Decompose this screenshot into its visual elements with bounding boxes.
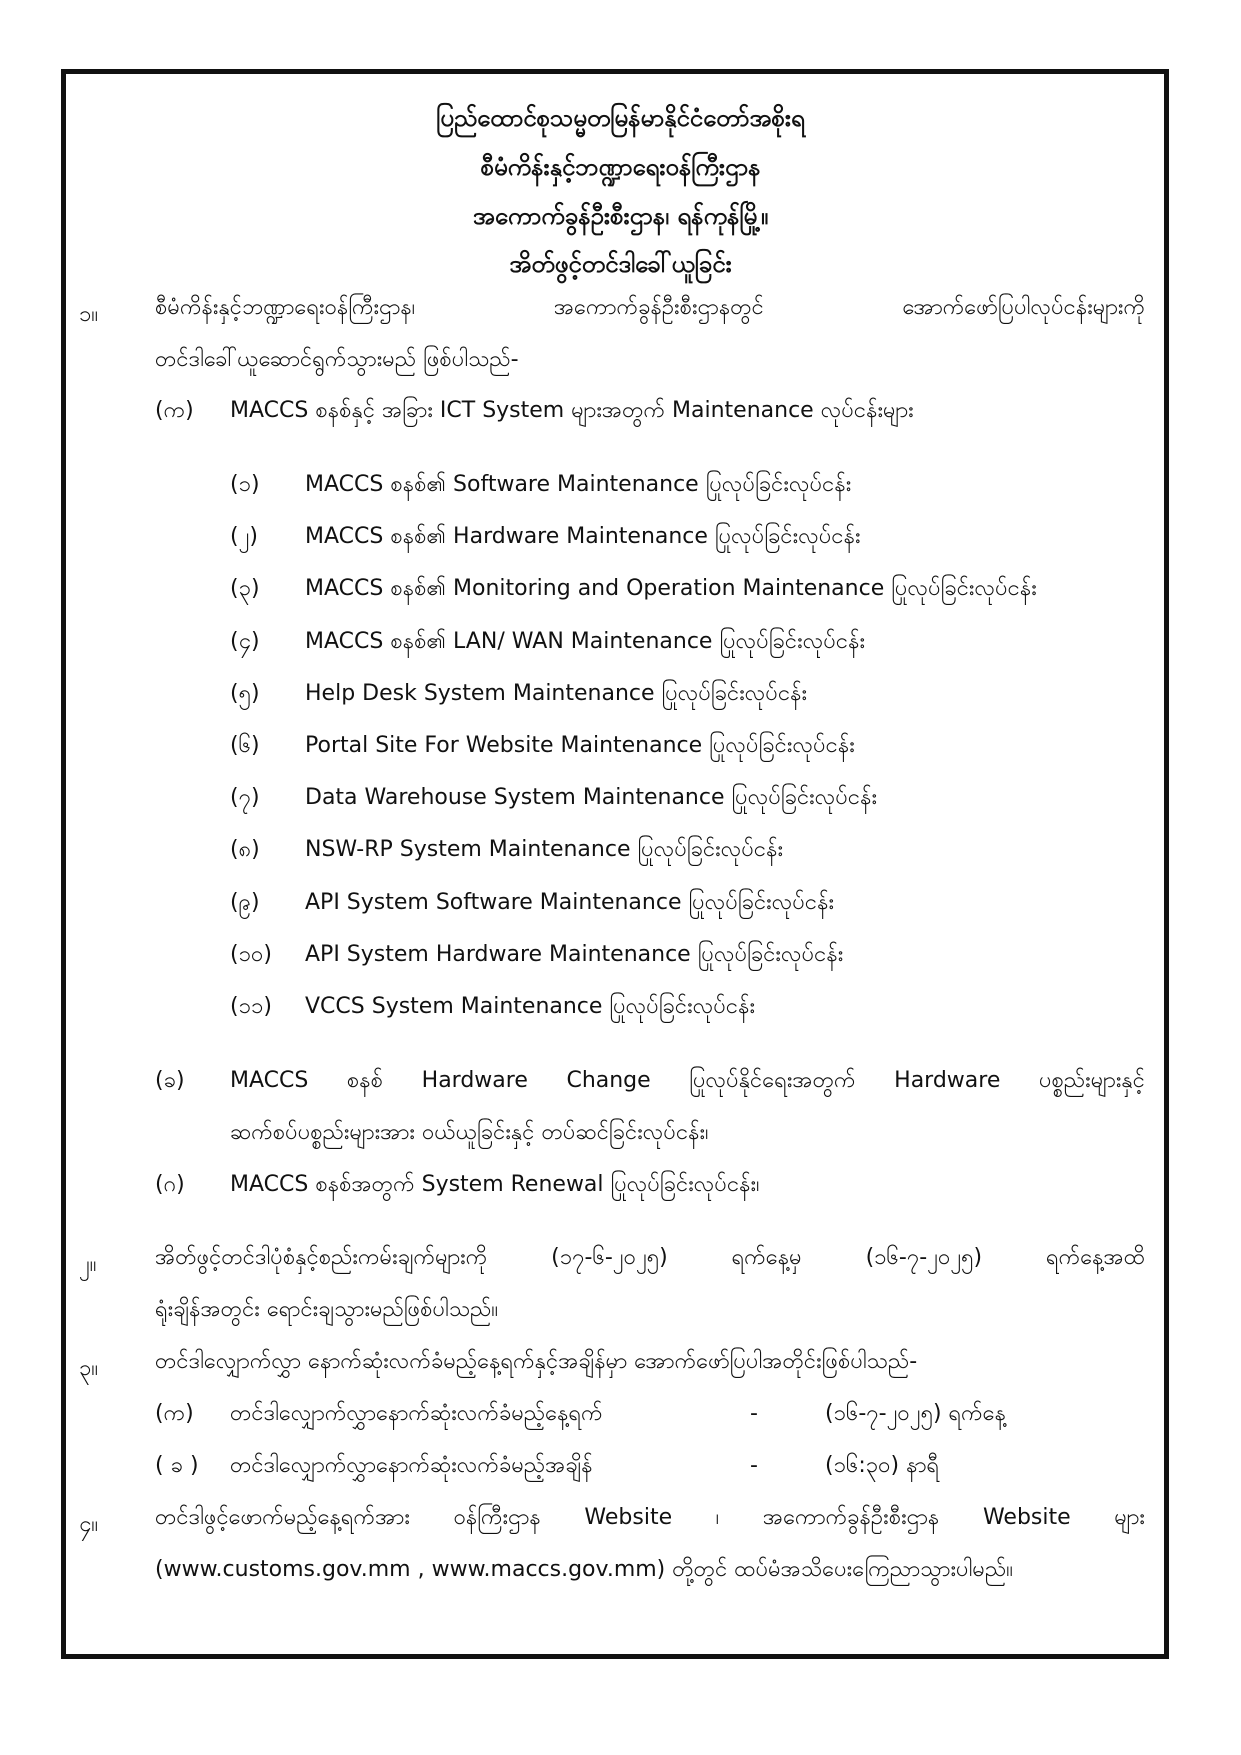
deadline-time-value: (၁၆:၃၀) နာရီ — [825, 1453, 940, 1478]
section-1-line-2: တင်ဒါခေါ်ယူဆောင်ရွက်သွားမည် ဖြစ်ပါသည်- — [155, 347, 519, 372]
subitem-text: MACCS စနစ်၏ Software Maintenance ပြုလုပ်ခြင်းလုပ်ငန်း — [305, 472, 852, 497]
subitem-text: API System Hardware Maintenance ပြုလုပ်ခြင်းလုပ်ငန်း — [305, 942, 844, 967]
deadline-time-text: တင်ဒါလျှောက်လွှာနောက်ဆုံးလက်ခံမည့်အချိန် — [230, 1453, 593, 1478]
section-4-line-1: တင်ဒါဖွင့်ဖောက်မည့်နေ့ရက်အား ဝန်ကြီးဌာန Website ၊ အကောက်ခွန်ဦးစီးဌာန Website များ — [155, 1505, 1145, 1530]
item-b-line-2: ဆက်စပ်ပစ္စည်းများအား ဝယ်ယူခြင်းနှင့် တပ်ဆင်ခြင်းလုပ်ငန်း၊ — [230, 1120, 709, 1145]
deadline-date-text: တင်ဒါလျှောက်လွှာနောက်ဆုံးလက်ခံမည့်နေ့ရက် — [230, 1401, 603, 1426]
deadline-date-dash: - — [750, 1401, 758, 1426]
subitem-text: MACCS စနစ်၏ Monitoring and Operation Maintenance ပြုလုပ်ခြင်းလုပ်ငန်း — [305, 576, 1037, 601]
item-b-label: (ခ) — [155, 1068, 185, 1093]
subitem-text: MACCS စနစ်၏ LAN/ WAN Maintenance ပြုလုပ်ခြင်းလုပ်ငန်း — [305, 629, 866, 654]
deadline-time-label: ( ခ ) — [155, 1453, 199, 1478]
item-c-text: MACCS စနစ်အတွက် System Renewal ပြုလုပ်ခြင်းလုပ်ငန်း၊ — [230, 1172, 760, 1197]
header-ministry: စီမံကိန်းနှင့်ဘဏ္ဍာရေးဝန်ကြီးဌာန — [480, 153, 761, 181]
section-1-number: ၁။ — [79, 302, 99, 327]
section-3-number: ၃။ — [79, 1356, 99, 1381]
header-government: ပြည်ထောင်စုသမ္မတမြန်မာနိုင်ငံတော်အစိုးရ — [436, 104, 805, 132]
deadline-date-value: (၁၆-၇-၂၀၂၅) ရက်နေ့ — [825, 1401, 1007, 1426]
section-4-number: ၄။ — [79, 1512, 99, 1537]
section-2-number: ၂။ — [79, 1252, 97, 1277]
subitem-text: Portal Site For Website Maintenance ပြုလုပ်ခြင်းလုပ်ငန်း — [305, 733, 855, 758]
subitem-label: (၇) — [230, 785, 260, 810]
section-2-line-2: ရုံးချိန်အတွင်း ရောင်းချသွားမည်ဖြစ်ပါသည်။ — [155, 1297, 499, 1322]
item-b-line-1: MACCS စနစ် Hardware Change ပြုလုပ်နိုင်ရေးအတွက် Hardware ပစ္စည်းများနှင့် — [230, 1068, 1145, 1093]
item-a-text: MACCS စနစ်နှင့် အခြား ICT System များအတွက် Maintenance လုပ်ငန်းများ — [230, 398, 914, 423]
subitem-text: MACCS စနစ်၏ Hardware Maintenance ပြုလုပ်ခြင်းလုပ်ငန်း — [305, 524, 861, 549]
item-c-label: (ဂ) — [155, 1172, 185, 1197]
subitem-text: Data Warehouse System Maintenance ပြုလုပ်ခြင်းလုပ်ငန်း — [305, 785, 878, 810]
deadline-date-label: (က) — [155, 1401, 194, 1426]
section-3-line-1: တင်ဒါလျှောက်လွှာ နောက်ဆုံးလက်ခံမည့်နေ့ရက်နှင့်အချိန်မှာ အောက်ဖော်ပြပါအတိုင်းဖြစ်ပါသည်- — [155, 1349, 918, 1374]
deadline-time-dash: - — [750, 1453, 758, 1478]
section-2-line-1: အိတ်ဖွင့်တင်ဒါပုံစံနှင့်စည်းကမ်းချက်များကို (၁၇-၆-၂၀၂၅) ရက်နေ့မှ (၁၆-၇-၂၀၂၅) ရက်နေ့အထိ — [155, 1245, 1145, 1270]
subitem-text: VCCS System Maintenance ပြုလုပ်ခြင်းလုပ်ငန်း — [305, 994, 756, 1019]
subitem-label: (၁) — [230, 472, 260, 497]
header-department: အကောက်ခွန်ဦးစီးဌာန၊ ရန်ကုန်မြို့။ — [472, 202, 769, 230]
subitem-text: NSW-RP System Maintenance ပြုလုပ်ခြင်းလုပ်ငန်း — [305, 837, 784, 862]
subitem-label: (၉) — [230, 890, 260, 915]
subitem-text: Help Desk System Maintenance ပြုလုပ်ခြင်းလုပ်ငန်း — [305, 681, 808, 706]
subitem-label: (၁၀) — [230, 942, 272, 967]
subitem-label: (၄) — [230, 629, 260, 654]
subitem-label: (၅) — [230, 681, 260, 706]
subitem-label: (၃) — [230, 576, 260, 601]
item-a-label: (က) — [155, 398, 194, 423]
subitem-label: (၁၁) — [230, 994, 272, 1019]
subitem-text: API System Software Maintenance ပြုလုပ်ခြင်းလုပ်ငန်း — [305, 890, 835, 915]
section-4-line-2: (www.customs.gov.mm , www.maccs.gov.mm) တို့တွင် ထပ်မံအသိပေးကြေညာသွားပါမည်။ — [155, 1557, 1013, 1582]
subitem-label: (၂) — [230, 524, 258, 549]
section-1-line-1: စီမံကိန်းနှင့်ဘဏ္ဍာရေးဝန်ကြီးဌာန၊ အကောက်ခွန်ဦးစီးဌာနတွင် အောက်ဖော်ပြပါလုပ်ငန်းများကို — [155, 295, 1145, 320]
subitem-label: (၆) — [230, 733, 260, 758]
subitem-label: (၈) — [230, 837, 260, 862]
header-tender-title: အိတ်ဖွင့်တင်ဒါခေါ်ယူခြင်း — [509, 250, 732, 278]
